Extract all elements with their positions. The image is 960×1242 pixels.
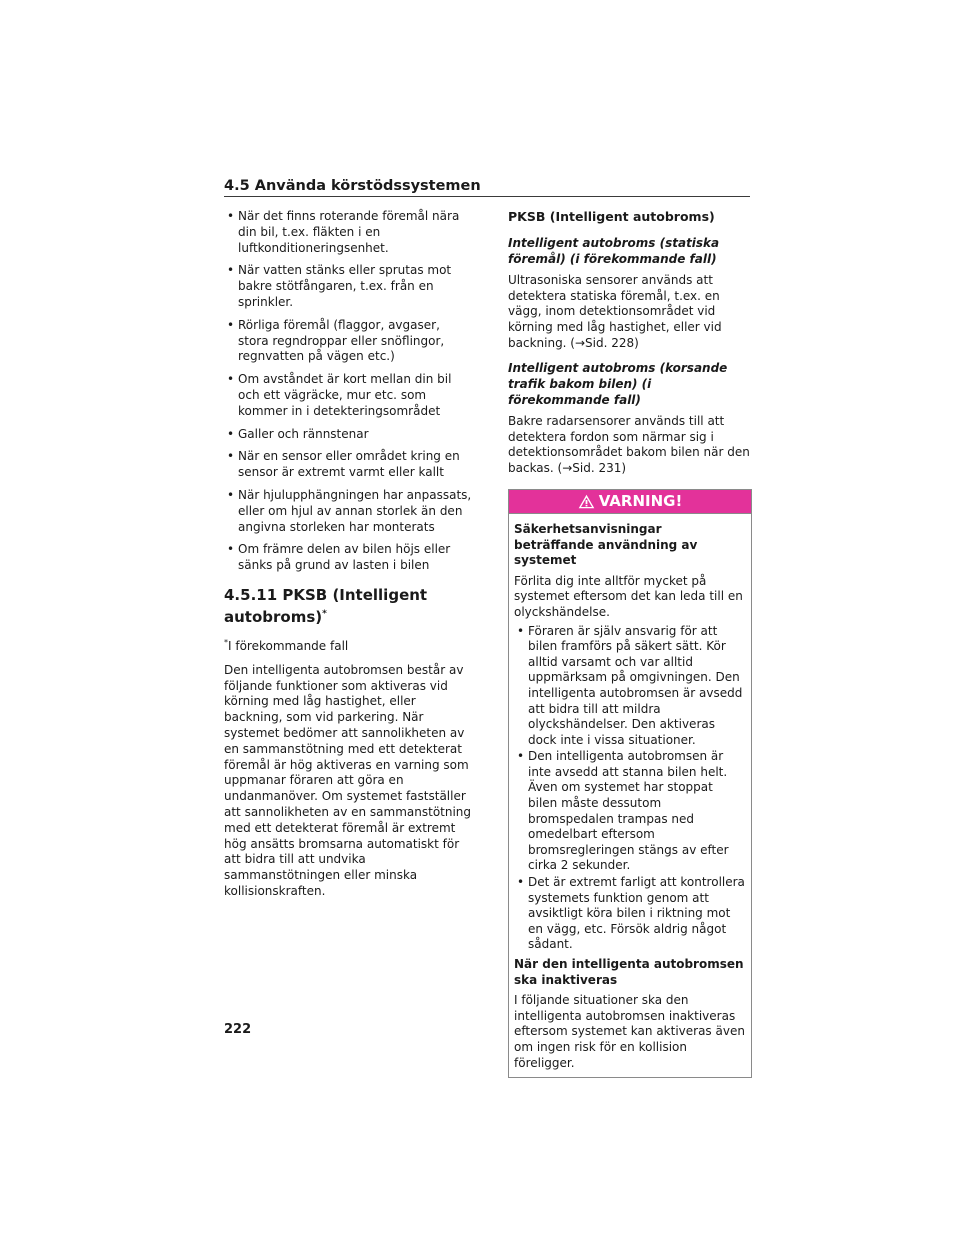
list-item: • Föraren är själv ansvarig för att bilen framförs på säkert sätt. Kör alltid varsamt och var alltid uppmärksam på omgivningen. Den intelligenta autobromsen är avsedd att bidra till att mildra olyckshändelser. Den aktiveras dock inte i vissa situationer. xyxy=(514,624,745,749)
page-number: 222 xyxy=(224,1022,252,1037)
list-item: • Rörliga föremål (flaggor, avgaser, stora regndroppar eller snöflingor, regnvatten på vägen etc.) xyxy=(224,318,474,365)
warning-text: Förlita dig inte alltför mycket på systemet eftersom det kan leda till en olyckshändelse. xyxy=(514,573,743,619)
warning-header xyxy=(509,490,751,514)
footnote xyxy=(224,635,474,655)
deactivation-text: I följande situationer ska den intelligenta autobromsen inaktiveras eftersom systemet kan aktiveras även om ingen risk för en kollision föreligger. xyxy=(514,993,745,1070)
footnote-mark: * xyxy=(224,637,228,647)
warning-list xyxy=(514,624,745,953)
section-heading-mark: * xyxy=(322,608,327,619)
left-column xyxy=(224,209,474,908)
list-item: • Det är extremt farligt att kontrollera systemets funktion genom att avsiktligt köra bilen i riktning mot en vägg, etc. Försök aldrig något sådant. xyxy=(514,875,745,953)
list-item: • När vatten stänks eller sprutas mot bakre stötfångaren, t.ex. från en sprinkler. xyxy=(224,263,474,310)
cross-traffic-title: Intelligent autobroms (korsande trafik bakom bilen) (i förekommande fall) xyxy=(508,360,728,407)
list-item: • Om avståndet är kort mellan din bil och ett vägräcke, mur etc. som kommer in i detekteringsområdet xyxy=(224,372,474,419)
section-header: 4.5 Använda körstödssystemen xyxy=(224,178,750,197)
deactivation-title: När den intelligenta autobromsen ska inaktiveras xyxy=(514,957,744,987)
list-item: • När det finns roterande föremål nära din bil, t.ex. fläkten i en luftkonditioneringsenhet. xyxy=(224,209,474,256)
section-heading-text: 4.5.11 PKSB (Intelligent autobroms) xyxy=(224,585,428,626)
warning-icon xyxy=(578,494,595,509)
list-item: • Om främre delen av bilen höjs eller sänks på grund av lasten i bilen xyxy=(224,542,474,574)
footnote-text: I förekommande fall xyxy=(228,638,349,653)
warning-label: VARNING! xyxy=(598,491,683,510)
list-item: • Galler och rännstenar xyxy=(224,427,474,443)
warning-body xyxy=(509,514,751,1077)
condition-list xyxy=(224,209,474,574)
cross-traffic-text: Bakre radarsensorer används till att detektera fordon som närmar sig i detektionsområdet bakom bilen när den backas. (→Sid. 231) xyxy=(508,413,750,476)
list-item: • När hjulupphängningen har anpassats, eller om hjul av annan storlek än den angivna storleken har monterats xyxy=(224,488,474,535)
warning-title: Säkerhetsanvisningar beträffande användning av systemet xyxy=(514,521,698,568)
list-item: • Den intelligenta autobromsen är inte avsedd att stanna bilen helt. Även om systemet har stoppat bilen måste dessutom bromspedalen trampas ned omedelbart eftersom bromsregleringen stängs av efter cirka 2 sekunder. xyxy=(514,749,745,874)
section-heading xyxy=(224,586,474,627)
pksb-heading: PKSB (Intelligent autobroms) xyxy=(508,209,715,224)
warning-box xyxy=(508,489,752,1078)
static-objects-title: Intelligent autobroms (statiska föremål) (i förekommande fall) xyxy=(508,235,720,266)
list-item: • När en sensor eller området kring en sensor är extremt varmt eller kallt xyxy=(224,449,474,481)
intro-paragraph: Den intelligenta autobromsen består av följande funktioner som aktiveras vid körning med låg hastighet, eller backning, som vid parkering. När systemet bedömer att sannolikheten av en sammanstötning med ett detekterat föremål är hög aktiveras en varning som uppmanar föraren att göra en undanmanöver. Om systemet fastställer att sannolikheten av en sammanstötning med ett detekterat föremål är extremt hög ansätts bromsarna automatiskt för att bidra till att undvika sammanstötningen eller minska kollisionskraften. xyxy=(224,662,472,898)
static-objects-text: Ultrasoniska sensorer används att detektera statiska föremål, t.ex. en vägg, inom detektionsområdet vid körning med låg hastighet, eller vid backning. (→Sid. 228) xyxy=(508,272,722,350)
right-column xyxy=(508,209,752,1078)
